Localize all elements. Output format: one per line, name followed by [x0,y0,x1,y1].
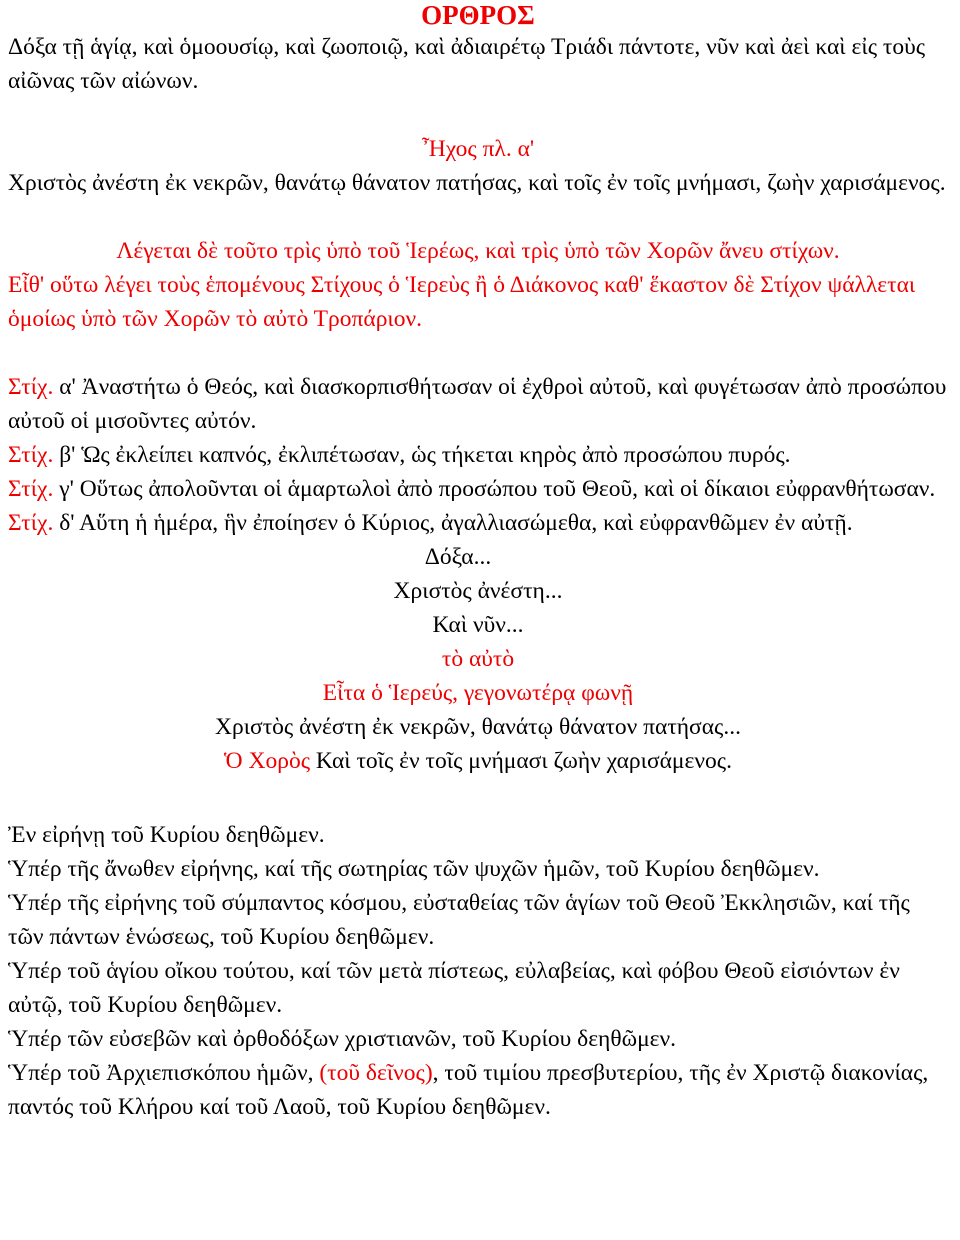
verse-text: β' Ὡς ἐκλείπει καπνός, ἐκλιπέτωσαν, ὡς τήκεται κηρὸς ἀπὸ προσώπου πυρός. [53,442,791,468]
litany-petition-5: Ὑπέρ τῶν εὐσεβῶν καὶ ὀρθοδόξων χριστιανῶν, τοῦ Κυρίου δεηθῶμεν. [8,1026,677,1052]
rubric-verses: Εἶθ' οὕτω λέγει τοὺς ἑπομένους Στίχους ὁ Ἱερεὺς ἢ ὁ Διάκονος καθ' ἕκαστον δὲ Στίχον ψάλλεται ὁμοίως ὑπὸ τῶν Χορῶν τὸ αὐτὸ Τροπάριον. [8,272,916,332]
rubric-repeat: Λέγεται δὲ τοῦτο τρὶς ὑπὸ τοῦ Ἱερέως, καὶ τρὶς ὑπὸ τῶν Χορῶν ἄνευ στίχων. [116,238,840,264]
verse-3 [8,472,948,506]
tone-heading: Ἦχος πλ. α' [421,136,535,162]
eita-rubric-line: Εἶτα ὁ Ἱερεύς, γεγονωτέρᾳ φωνῇ [322,680,634,706]
christos-short-line: Χριστὸς ἀνέστη... [393,578,563,604]
name-placeholder: (τοῦ δεῖνος) [319,1060,433,1086]
petition-text: Ὑπέρ τοῦ Ἀρχιεπισκόπου ἡμῶν, [8,1060,320,1086]
choir-label: Ὁ Χορὸς [224,748,310,774]
doxology-paragraph: Δόξα τῇ ἁγίᾳ, καὶ ὁμοουσίῳ, καὶ ζωοποιῷ, καὶ ἀδιαιρέτῳ Τριάδι πάντοτε, νῦν καὶ ἀεὶ καὶ εἰς τοὺς αἰῶνας τῶν αἰώνων. [8,34,926,94]
to-auto-line: τὸ αὐτὸ [441,646,515,672]
choir-line [8,744,948,778]
verse-text: γ' Οὕτως ἀπολοῦνται οἱ ἁμαρτωλοὶ ἀπὸ προσώπου τοῦ Θεοῦ, καὶ οἱ δίκαιοι εὐφρανθήτωσαν. [53,476,936,502]
verse-label: Στίχ. [8,476,54,502]
christos-full-line: Χριστὸς ἀνέστη ἐκ νεκρῶν, θανάτῳ θάνατον πατήσας... [215,714,741,740]
page-title: ΟΡΘΡΟΣ [421,0,535,30]
verse-4 [8,506,948,540]
litany-petition-6 [8,1056,948,1124]
verse-text: α' Ἀναστήτω ὁ Θεός, καὶ διασκορπισθήτωσαν οἱ ἐχθροὶ αὐτοῦ, καὶ φυγέτωσαν ἀπὸ προσώπου αὐτοῦ οἱ μισοῦντες αὐτόν. [8,374,947,434]
litany-petition-3: Ὑπέρ τῆς εἰρήνης τοῦ σύμπαντος κόσμου, εὐσταθείας τῶν ἁγίων τοῦ Θεοῦ Ἐκκλησιῶν, καί τῆς τῶν πάντων ἑνώσεως, τοῦ Κυρίου δεηθῶμεν. [8,890,910,950]
verse-text: δ' Αὕτη ἡ ἡμέρα, ἣν ἐποίησεν ὁ Κύριος, ἀγαλλιασώμεθα, καὶ εὐφρανθῶμεν ἐν αὐτῇ. [53,510,853,536]
litany-petition-2: Ὑπέρ τῆς ἄνωθεν εἰρήνης, καί τῆς σωτηρίας τῶν ψυχῶν ἡμῶν, τοῦ Κυρίου δεηθῶμεν. [8,856,820,882]
verse-1 [8,370,948,438]
choir-text: Καὶ τοῖς ἐν τοῖς μνήμασι ζωὴν χαρισάμενος. [310,748,732,774]
troparion-paragraph: Χριστὸς ἀνέστη ἐκ νεκρῶν, θανάτῳ θάνατον πατήσας, καὶ τοῖς ἐν τοῖς μνήμασι, ζωὴν χαρισάμενος. [8,170,946,196]
verse-label: Στίχ. [8,374,54,400]
kai-nyn-line: Καὶ νῦν... [432,612,524,638]
doxa-line: Δόξα... [424,544,492,570]
verse-2 [8,438,948,472]
litany-petition-4: Ὑπέρ τοῦ ἁγίου οἴκου τούτου, καί τῶν μετὰ πίστεως, εὐλαβείας, καὶ φόβου Θεοῦ εἰσιόντων ἐν αὐτῷ, τοῦ Κυρίου δεηθῶμεν. [8,958,900,1018]
petition-text: , τοῦ τιμίου πρεσβυτερίου, τῆς ἐν Χριστῷ διακονίας, παντός τοῦ Κλήρου καί τοῦ Λαοῦ, τοῦ Κυρίου δεηθῶμεν. [8,1060,929,1120]
verse-label: Στίχ. [8,510,54,536]
litany-petition-1: Ἐν εἰρήνῃ τοῦ Κυρίου δεηθῶμεν. [8,822,325,848]
verse-label: Στίχ. [8,442,54,468]
